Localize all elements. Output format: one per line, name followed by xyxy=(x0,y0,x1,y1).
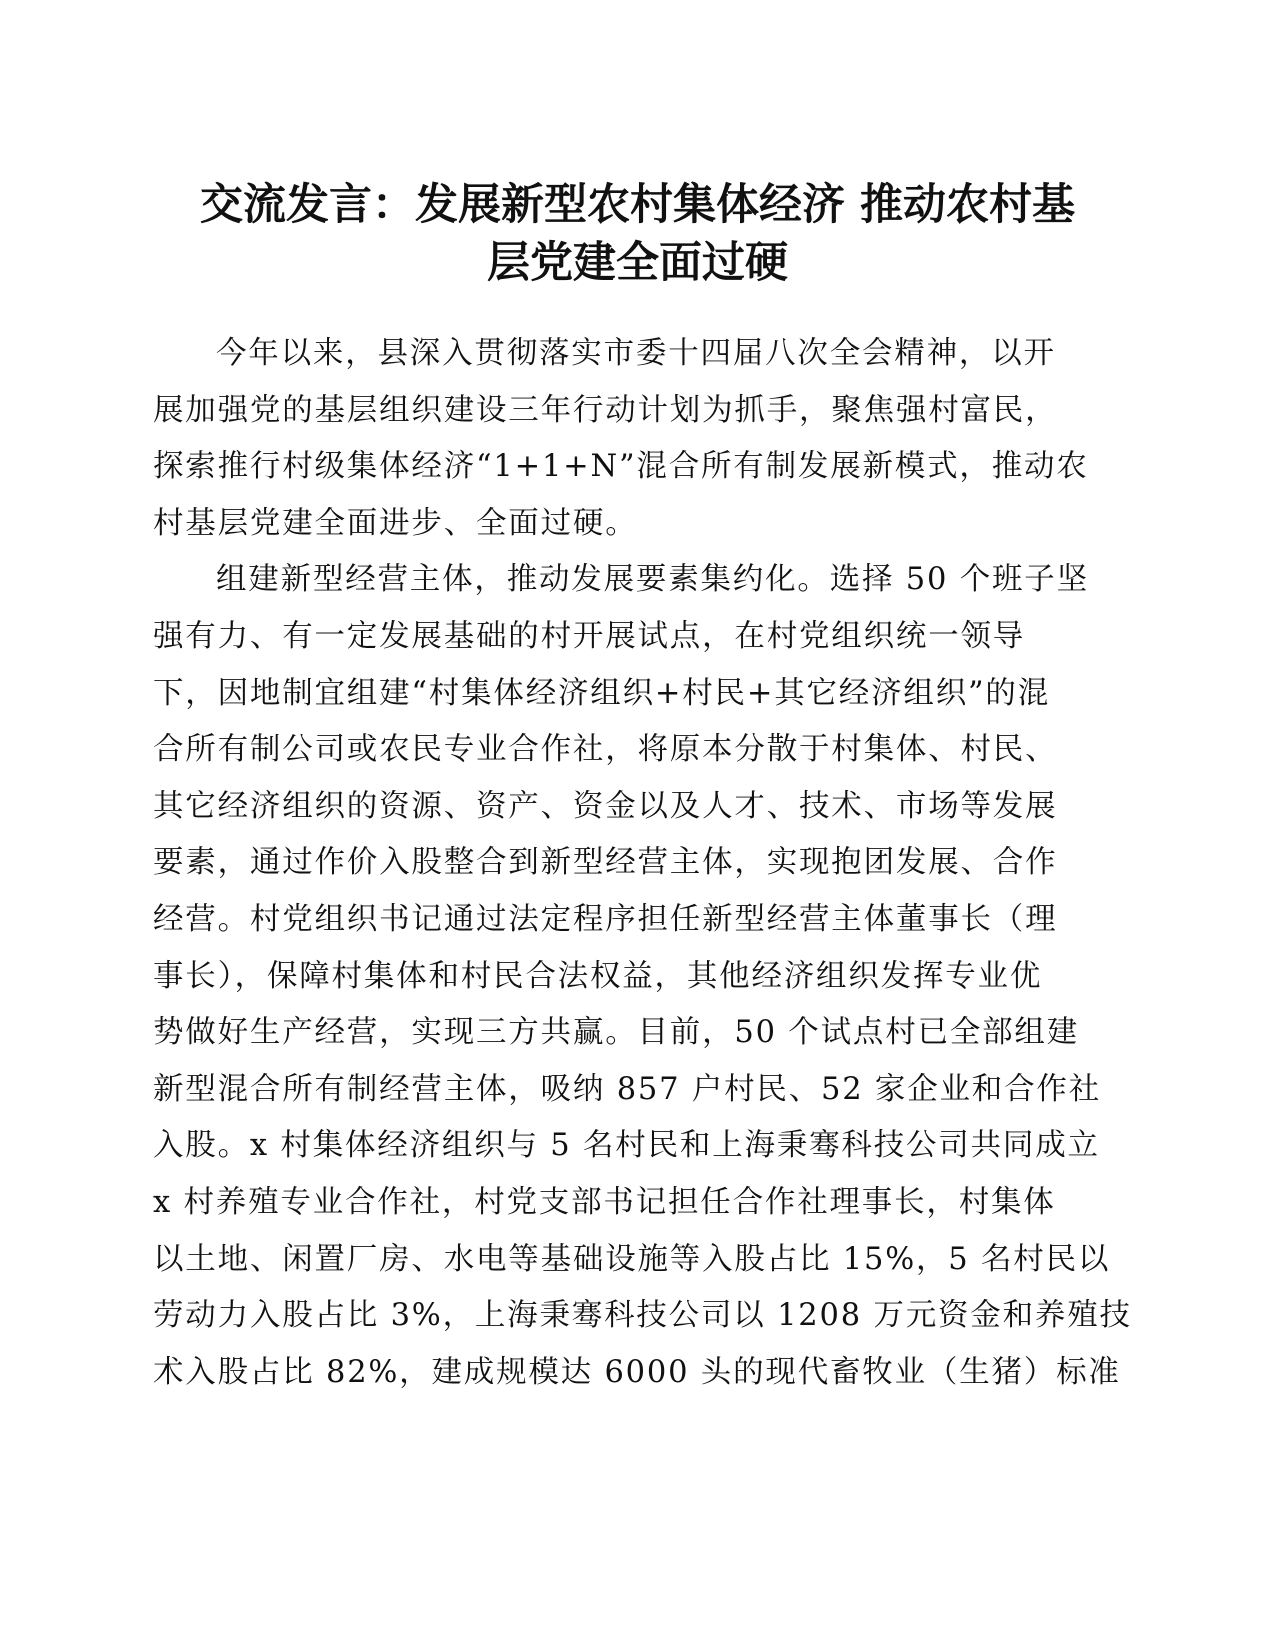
document-title xyxy=(150,176,1125,292)
text-line: 探索推行村级集体经济“1+1+N”混合所有制发展新模式，推动农 xyxy=(153,449,1089,485)
text-line: 其它经济组织的资源、资产、资金以及人才、技术、市场等发展 xyxy=(153,788,1058,824)
document-body xyxy=(153,326,1132,1401)
text-line: 术入股占比 82%，建成规模达 6000 头的现代畜牧业（生猪）标准 xyxy=(153,1354,1121,1390)
text-line: 下，因地制宜组建“村集体经济组织+村民+其它经济组织”的混 xyxy=(153,675,1050,711)
title-line: 交流发言：发展新型农村集体经济 推动农村基 xyxy=(200,180,1075,230)
text-line: 合所有制公司或农民专业合作社，将原本分散于村集体、村民、 xyxy=(153,732,1058,768)
paragraph-intro xyxy=(153,326,1113,552)
text-line: 要素，通过作价入股整合到新型经营主体，实现抱团发展、合作 xyxy=(153,845,1058,881)
text-line: 新型混合所有制经营主体，吸纳 857 户村民、52 家企业和合作社 xyxy=(153,1071,1102,1107)
text-line: 今年以来，县深入贯彻落实市委十四届八次全会精神，以开 xyxy=(216,336,1056,371)
text-line: 事长），保障村集体和村民合法权益，其他经济组织发挥专业优 xyxy=(153,958,1043,994)
text-line: 经营。村党组织书记通过法定程序担任新型经营主体董事长（理 xyxy=(153,901,1058,937)
text-line: 组建新型经营主体，推动发展要素集约化。选择 50 个班子坚 xyxy=(216,562,1089,598)
text-line: 强有力、有一定发展基础的村开展试点，在村党组织统一领导 xyxy=(153,618,1026,654)
text-line: 展加强党的基层组织建设三年行动计划为抓手，聚焦强村富民， xyxy=(153,392,1058,428)
text-line: 村基层党建全面进步、全面过硬。 xyxy=(153,505,638,541)
text-line: x 村养殖专业合作社，村党支部书记担任合作社理事长，村集体 xyxy=(153,1184,1056,1220)
text-line: 劳动力入股占比 3%，上海秉骞科技公司以 1208 万元资金和养殖技 xyxy=(153,1298,1132,1334)
text-line: 入股。x 村集体经济组织与 5 名村民和上海秉骞科技公司共同成立 xyxy=(153,1128,1100,1164)
paragraph-business-entity xyxy=(153,552,1132,1401)
text-line: 势做好生产经营，实现三方共赢。目前，50 个试点村已全部组建 xyxy=(153,1015,1080,1051)
title-line: 层党建全面过硬 xyxy=(487,238,788,288)
text-line: 以土地、闲置厂房、水电等基础设施等入股占比 15%，5 名村民以 xyxy=(153,1241,1111,1277)
